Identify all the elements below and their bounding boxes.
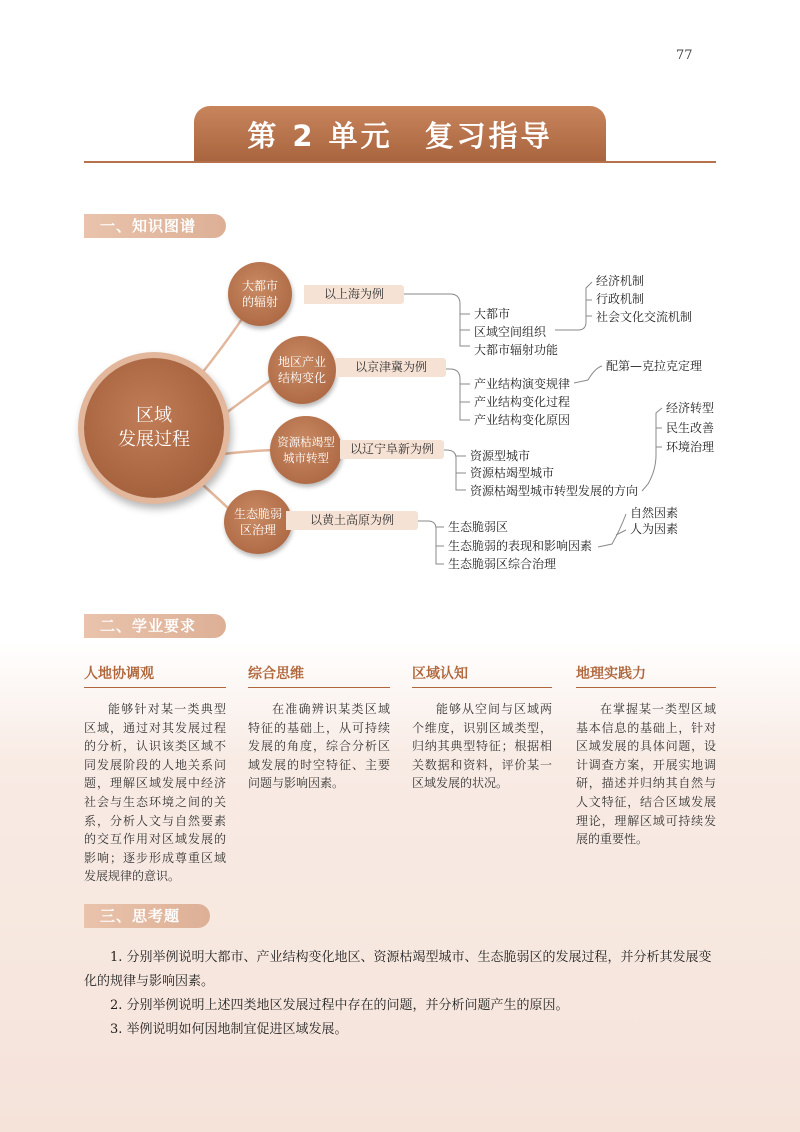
branch-sub-item: 经济机制 xyxy=(596,274,645,288)
branch-sub-item: 配第—克拉克定理 xyxy=(606,359,703,373)
branch-item: 大都市辐射功能 xyxy=(474,343,559,357)
branch-node-metropolis: 大都市 的辐射 xyxy=(228,262,292,326)
section-heading-questions: 三、思考题 xyxy=(84,904,210,928)
map-core-node: 区域 发展过程 xyxy=(84,358,224,498)
branch-case-jingjinji: 以京津冀为例 xyxy=(336,358,446,377)
branch-item: 生态脆弱的表现和影响因素 xyxy=(448,539,593,553)
branch-sub-item: 自然因素 xyxy=(630,506,679,520)
requirement-rule xyxy=(412,687,552,688)
branch-item: 资源枯竭型城市 xyxy=(470,466,555,480)
unit-title: 第 2 单元 复习指导 xyxy=(194,106,606,162)
branch-sub-item: 社会文化交流机制 xyxy=(596,310,693,324)
branch-node-industry: 地区产业 结构变化 xyxy=(268,336,336,404)
requirement-heading: 综合思维 xyxy=(248,666,304,682)
branch-item: 生态脆弱区 xyxy=(448,520,509,534)
branch-case-fuxin: 以辽宁阜新为例 xyxy=(340,440,444,459)
requirement-heading: 地理实践力 xyxy=(576,666,646,682)
requirement-text: 在掌握某一类型区域基本信息的基础上，针对区域发展的具体问题，设计调查方案，开展实地调研，描述并归纳其自然与人文特征，结合区域发展理论，理解区域可持续发展的重要性。 xyxy=(576,702,716,847)
branch-node-resource-city: 资源枯竭型 城市转型 xyxy=(270,416,342,484)
question-item: 3. 举例说明如何因地制宜促进区域发展。 xyxy=(110,1022,348,1037)
branch-node-fragile-area: 生态脆弱 区治理 xyxy=(224,490,292,554)
branch-item: 生态脆弱区综合治理 xyxy=(448,557,557,571)
branch-item: 产业结构变化原因 xyxy=(474,413,571,427)
branch-item: 产业结构变化过程 xyxy=(474,395,571,409)
branch-item: 产业结构演变规律 xyxy=(474,377,571,391)
section-heading-map: 一、知识图谱 xyxy=(84,214,226,238)
branch-case-shanghai: 以上海为例 xyxy=(304,285,404,304)
requirement-rule xyxy=(576,687,716,688)
branch-item: 资源枯竭型城市转型发展的方向 xyxy=(470,484,639,498)
requirement-heading: 人地协调观 xyxy=(84,666,154,682)
branch-case-loess-plateau: 以黄土高原为例 xyxy=(286,511,418,530)
branch-sub-item: 行政机制 xyxy=(596,292,645,306)
page-number: 77 xyxy=(676,48,693,63)
requirement-text: 在准确辨识某类区域特征的基础上，从可持续发展的角度，综合分析区域发展的时空特征、主要问题与影响因素。 xyxy=(248,702,390,791)
branch-item: 区域空间组织 xyxy=(474,325,547,339)
requirement-rule xyxy=(248,687,390,688)
requirement-heading: 区域认知 xyxy=(412,666,468,682)
section-heading-requirements: 二、学业要求 xyxy=(84,614,226,638)
branch-item: 大都市 xyxy=(474,307,511,321)
question-item: 1. 分别举例说明大都市、产业结构变化地区、资源枯竭型城市、生态脆弱区的发展过程，并分析其发展变化的规律与影响因素。 xyxy=(84,950,712,989)
branch-sub-item: 经济转型 xyxy=(666,401,715,415)
branch-item: 资源型城市 xyxy=(470,449,531,463)
requirement-rule xyxy=(84,687,226,688)
branch-sub-item: 环境治理 xyxy=(666,440,715,454)
requirement-text: 能够针对某一类典型区域，通过对其发展过程的分析，认识该类区域不同发展阶段的人地关系问题，理解区域发展中经济社会与生态环境之间的关系，分析人文与自然要素的交互作用对区域发展的影响；逐步形成尊重区域发展规律的意识。 xyxy=(84,702,226,884)
requirement-text: 能够从空间与区域两个维度，识别区域类型，归纳其典型特征；根据相关数据和资料，评价某一区域发展的状况。 xyxy=(412,702,552,791)
question-item: 2. 分别举例说明上述四类地区发展过程中存在的问题，并分析问题产生的原因。 xyxy=(110,998,569,1013)
branch-sub-item: 人为因素 xyxy=(630,522,679,536)
branch-sub-item: 民生改善 xyxy=(666,421,715,435)
